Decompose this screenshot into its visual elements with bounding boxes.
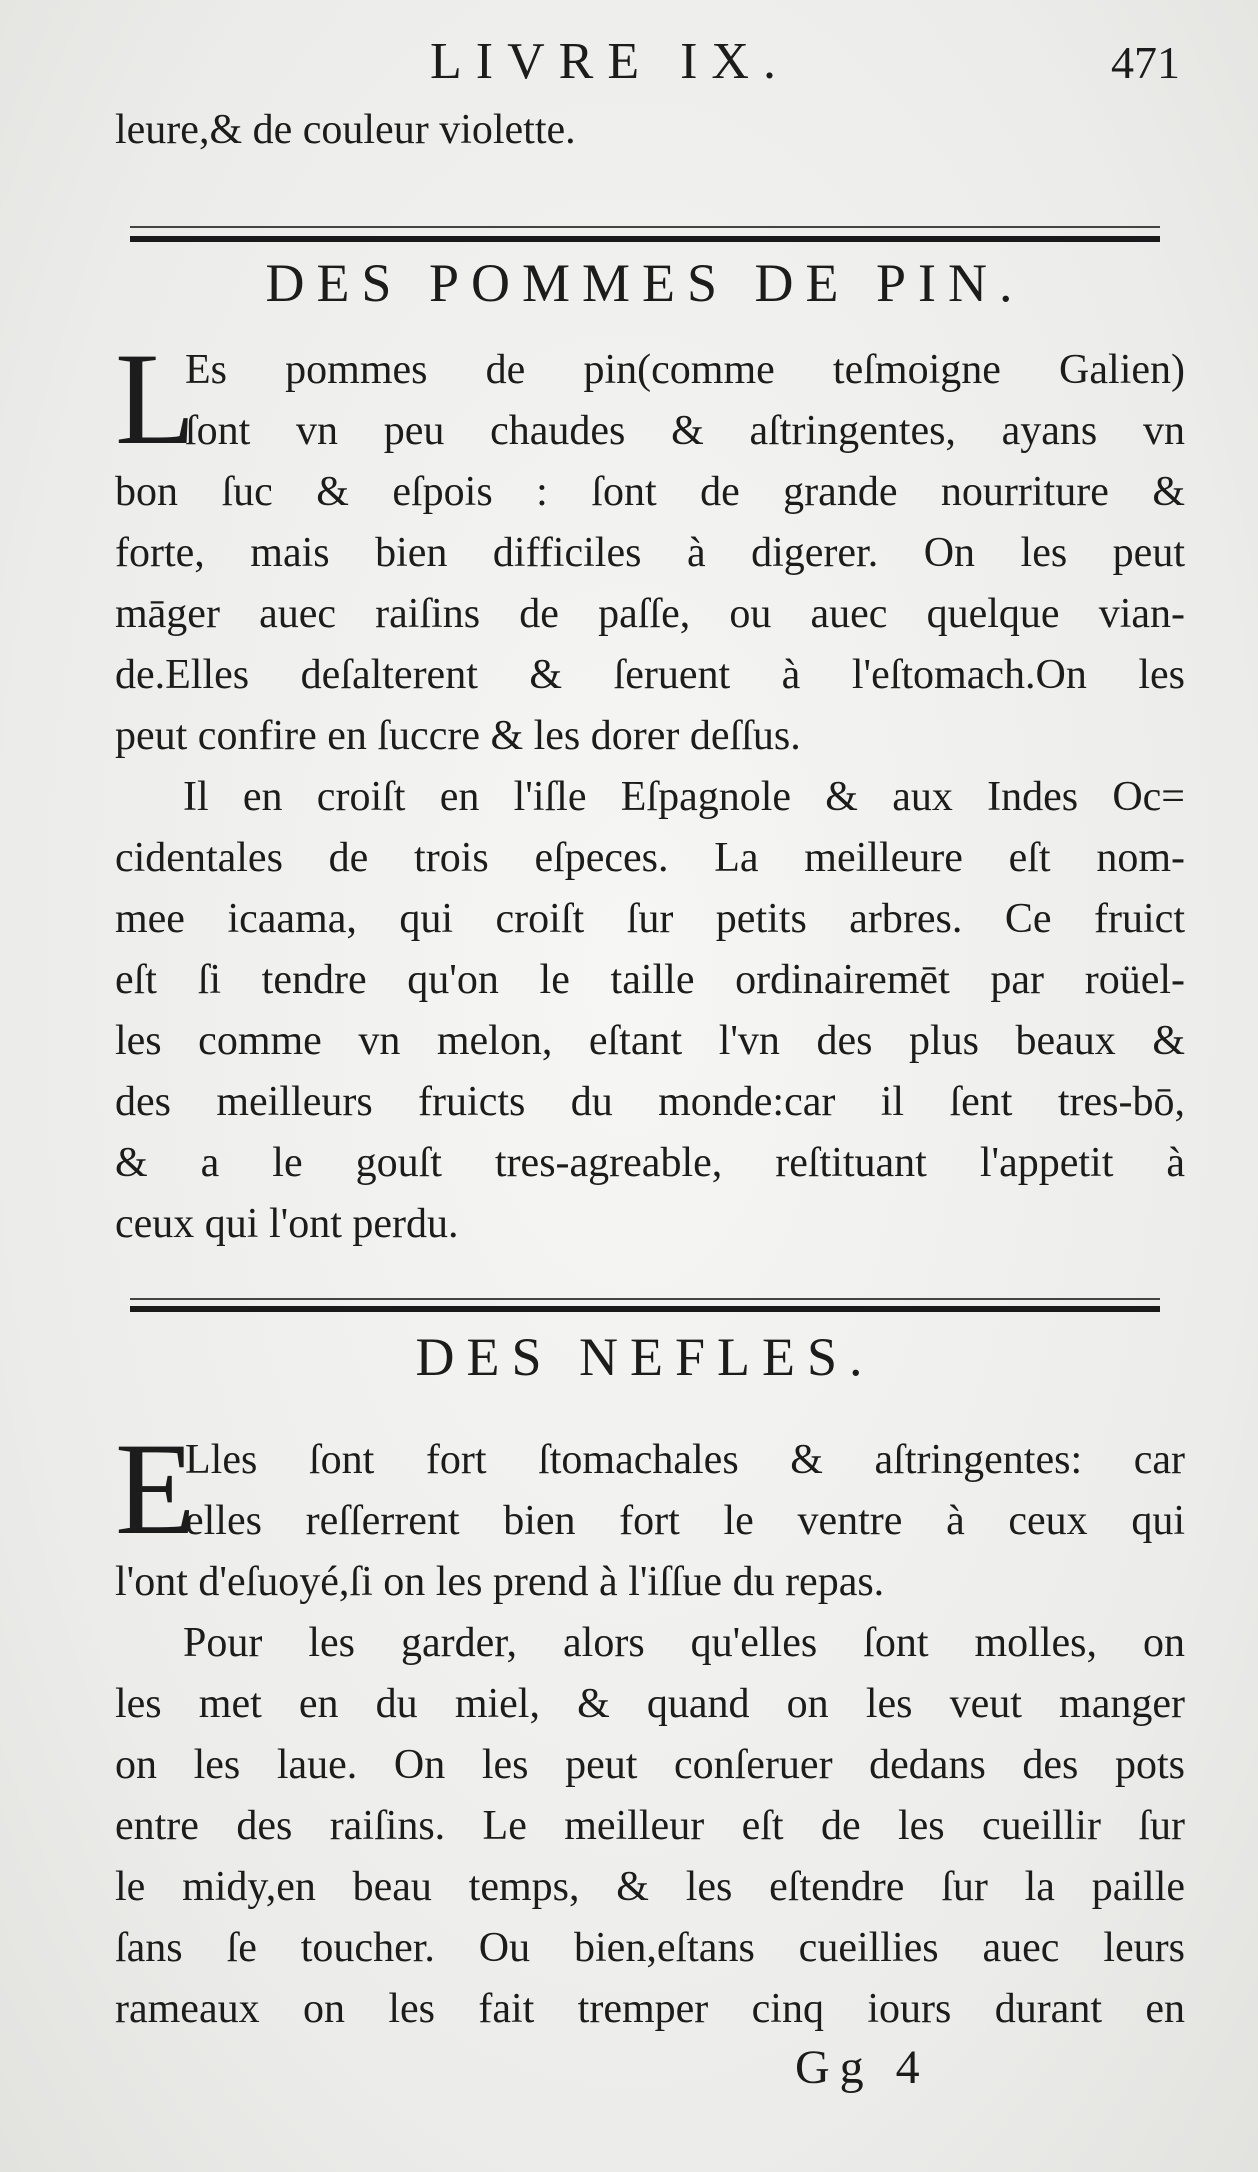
section-rule-thin [130, 1298, 1160, 1300]
text-line: le midy,en beau temps, & les eſtendre ſur la paille [115, 1864, 1185, 1910]
text-line: Pour les garder, alors qu'elles ſont molles, on [183, 1620, 1185, 1666]
text-line: des meilleurs fruicts du monde:car il ſent tres-bō, [115, 1079, 1185, 1125]
text-line: leure,& de couleur violette. [115, 107, 576, 153]
section-body-pommes-de-pin [115, 325, 1185, 1255]
text-line: l'ont d'eſuoyé,ſi on les prend à l'iſſue du repas. [115, 1559, 885, 1605]
paragraph [115, 1415, 1185, 1613]
section-title-pommes-de-pin: DES POMMES DE PIN. [265, 253, 1025, 313]
text-line: Il en croiſt en l'iſle Eſpagnole & aux Indes Oc= [183, 774, 1185, 820]
drop-cap: E [115, 1415, 196, 1562]
text-line: les comme vn melon, eſtant l'vn des plus beaux & [115, 1018, 1185, 1064]
signature-mark: Gg 4 [795, 2041, 930, 2094]
paragraph [115, 767, 1185, 1255]
text-line: ſans ſe toucher. Ou bien,eſtans cueillies auec leurs [115, 1925, 1185, 1971]
text-line: rameaux on les fait tremper cinq iours durant en [115, 1986, 1185, 2032]
text-line: elles reſſerrent bien fort le ventre à ceux qui [185, 1498, 1185, 1544]
section-title-nefles: DES NEFLES. [415, 1327, 875, 1387]
drop-cap: L [115, 325, 196, 472]
text-line: les met en du miel, & quand on les veut manger [115, 1681, 1185, 1727]
paragraph [115, 325, 1185, 767]
text-line: Es pommes de pin(comme teſmoigne Galien) [185, 347, 1185, 393]
text-line: peut confire en ſuccre & les dorer deſſus. [115, 713, 801, 759]
text-line: Lles ſont fort ſtomachales & aſtringentes: car [185, 1437, 1185, 1483]
section-rule-thin [130, 226, 1160, 228]
text-line: mee icaama, qui croiſt ſur petits arbres. Ce fruict [115, 896, 1185, 942]
running-head: LIVRE IX. [430, 33, 790, 90]
paragraph [115, 1613, 1185, 2040]
continued-text [115, 100, 1185, 161]
text-line: forte, mais bien difficiles à digerer. On les peut [115, 530, 1185, 576]
text-line: ſont vn peu chaudes & aſtringentes, ayans vn [185, 408, 1185, 454]
text-line: de.Elles deſalterent & ſeruent à l'eſtomach.On les [115, 652, 1185, 698]
text-line: & a le gouſt tres-agreable, reſtituant l'appetit à [115, 1140, 1185, 1186]
text-line: māger auec raiſins de paſſe, ou auec quelque vian- [115, 591, 1185, 637]
text-line: ceux qui l'ont perdu. [115, 1201, 459, 1247]
text-line: bon ſuc & eſpois : ſont de grande nourriture & [115, 469, 1185, 515]
text-line: entre des raiſins. Le meilleur eſt de les cueillir ſur [115, 1803, 1185, 1849]
section-rule [130, 236, 1160, 242]
text-line: on les laue. On les peut conſeruer dedans des pots [115, 1742, 1185, 1788]
page-number: 471 [1111, 37, 1180, 88]
section-body-nefles [115, 1415, 1185, 2040]
page-header [120, 30, 1200, 100]
text-line: cidentales de trois eſpeces. La meilleure eſt nom- [115, 835, 1185, 881]
section-rule [130, 1306, 1160, 1312]
text-line: eſt ſi tendre qu'on le taille ordinairemēt par roüel- [115, 957, 1185, 1003]
